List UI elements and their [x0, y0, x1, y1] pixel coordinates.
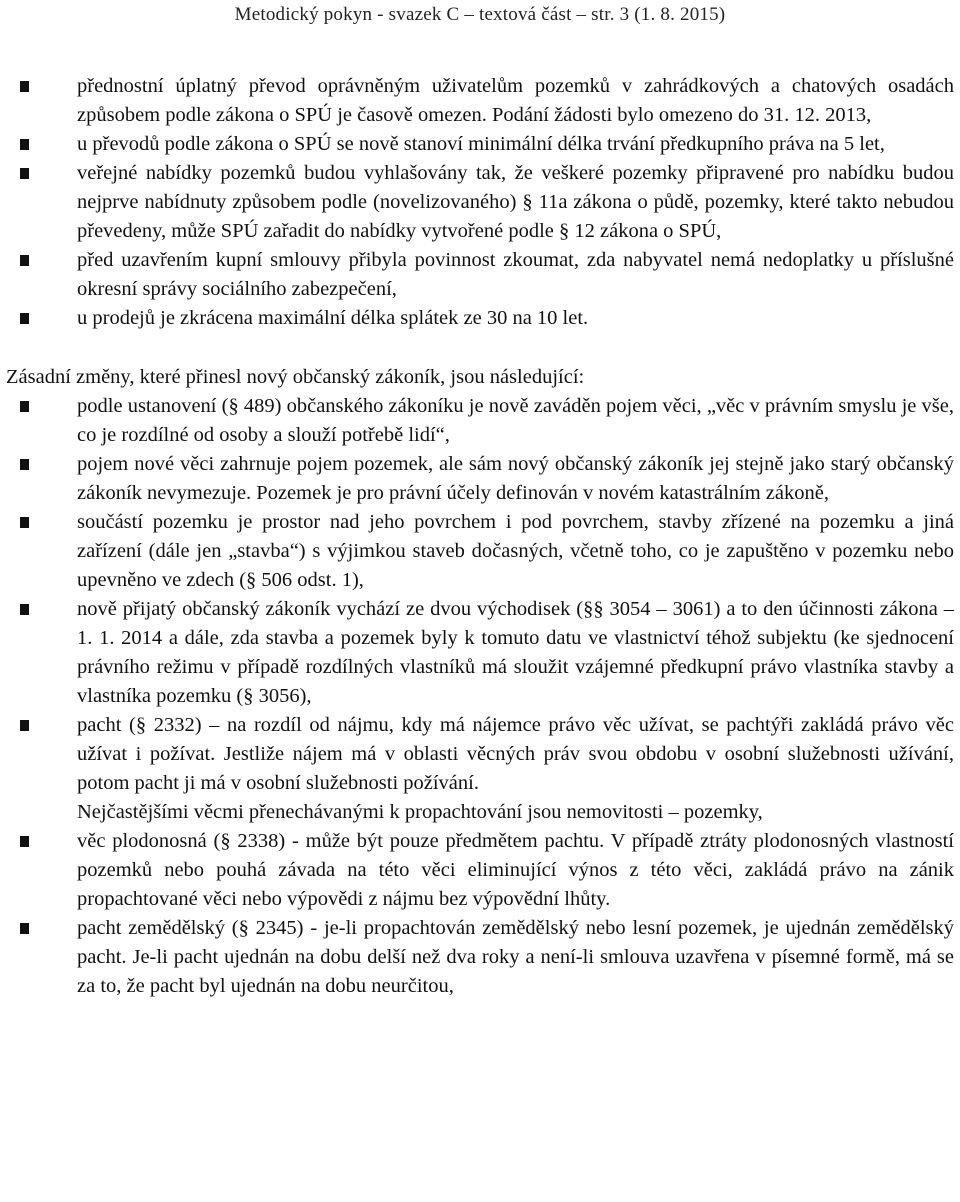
square-bullet-icon: [20, 168, 29, 179]
list-item-text: pojem nové věci zahrnuje pojem pozemek, ale sám nový občanský zákoník jej stejně jako starý občanský zákoník nevymezuje. Pozemek je pro právní účely definován v novém katastrálním zákoně,: [77, 453, 954, 504]
changes-list-civil-code: [6, 392, 954, 798]
continuation-line: Nejčastějšími věcmi přenechávanými k propachtování jsou nemovitosti – pozemky,: [77, 801, 763, 823]
page-header: Metodický pokyn - svazek C – textová část – str. 3 (1. 8. 2015): [234, 4, 726, 25]
list-item: [6, 450, 954, 508]
intro-paragraph: Zásadní změny, které přinesl nový občanský zákoník, jsou následující:: [6, 366, 585, 388]
changes-list-civil-code-cont: [6, 827, 954, 1001]
list-item: [6, 508, 954, 595]
list-item-text: pacht (§ 2332) – na rozdíl od nájmu, kdy má nájemce právo věc užívat, se pachtýři zakládá právo věc užívat i požívat. Jestliže nájem má v oblasti věcných práv svou obdobu v osobní služebnosti užívání, potom pacht ji má v osobní služebnosti požívání.: [77, 714, 954, 794]
list-item: [6, 914, 954, 1001]
list-item-text: u převodů podle zákona o SPÚ se nově stanoví minimální délka trvání předkupního práva na 5 let,: [77, 133, 885, 155]
list-item: [6, 72, 954, 130]
square-bullet-icon: [20, 401, 29, 412]
square-bullet-icon: [20, 81, 29, 92]
list-item-text: u prodejů je zkrácena maximální délka splátek ze 30 na 10 let.: [77, 307, 589, 329]
changes-list-spu: [6, 72, 954, 333]
square-bullet-icon: [20, 255, 29, 266]
list-item-text: veřejné nabídky pozemků budou vyhlašovány tak, že veškeré pozemky připravené pro nabídku budou nejprve nabídnuty způsobem podle (novelizovaného) § 11a zákona o půdě, pozemky, které takto nebudou převedeny, může SPÚ zařadit do nabídky vytvořené podle § 12 zákona o SPÚ,: [77, 162, 954, 242]
list-item-text: pacht zemědělský (§ 2345) - je-li propachtován zemědělský nebo lesní pozemek, je ujednán zemědělský pacht. Je-li pacht ujednán na dobu delší než dva roky a není-li smlouva uzavřena v písemné formě, má se za to, že pacht byl ujednán na dobu neurčitou,: [77, 917, 954, 997]
list-item-text: přednostní úplatný převod oprávněným uživatelům pozemků v zahrádkových a chatových osadách způsobem podle zákona o SPÚ je časově omezen. Podání žádosti bylo omezeno do 31. 12. 2013,: [77, 75, 954, 126]
square-bullet-icon: [20, 313, 29, 324]
square-bullet-icon: [20, 923, 29, 934]
list-item-text: podle ustanovení (§ 489) občanského zákoníku je nově zaváděn pojem věci, „věc v právním smyslu je vše, co je rozdílné od osoby a slouží potřebě lidí“,: [77, 395, 954, 446]
list-item: [6, 392, 954, 450]
square-bullet-icon: [20, 139, 29, 150]
square-bullet-icon: [20, 604, 29, 615]
list-item: [6, 304, 954, 333]
list-item-text: věc plodonosná (§ 2338) - může být pouze předmětem pachtu. V případě ztráty plodonosných vlastností pozemků nebo pouhá závada na této věci eliminující výnos z této věci, zakládá právo na zánik propachtované věci nebo výpovědi z nájmu bez výpovědní lhůty.: [77, 830, 954, 910]
square-bullet-icon: [20, 517, 29, 528]
square-bullet-icon: [20, 836, 29, 847]
list-item-text: součástí pozemku je prostor nad jeho povrchem i pod povrchem, stavby zřízené na pozemku a jiná zařízení (dále jen „stavba“) s výjimkou staveb dočasných, včetně toho, co je zapuštěno v pozemku nebo upevněno ve zdech (§ 506 odst. 1),: [77, 511, 954, 591]
list-item: [6, 827, 954, 914]
list-item: [6, 711, 954, 798]
list-item: [6, 159, 954, 246]
list-item: [6, 130, 954, 159]
list-item-text: před uzavřením kupní smlouvy přibyla povinnost zkoumat, zda nabyvatel nemá nedoplatky u příslušné okresní správy sociálního zabezpečení,: [77, 249, 954, 300]
square-bullet-icon: [20, 720, 29, 731]
list-item-text: nově přijatý občanský zákoník vychází ze dvou východisek (§§ 3054 – 3061) a to den účinnosti zákona – 1. 1. 2014 a dále, zda stavba a pozemek byly k tomuto datu ve vlastnictví téhož subjektu (ke sjednocení právního režimu v případě rozdílných vlastníků má sloužit vzájemné předkupní právo vlastníka stavby a vlastníka pozemku (§ 3056),: [77, 598, 954, 707]
list-item: [6, 246, 954, 304]
square-bullet-icon: [20, 459, 29, 470]
list-item: [6, 595, 954, 711]
